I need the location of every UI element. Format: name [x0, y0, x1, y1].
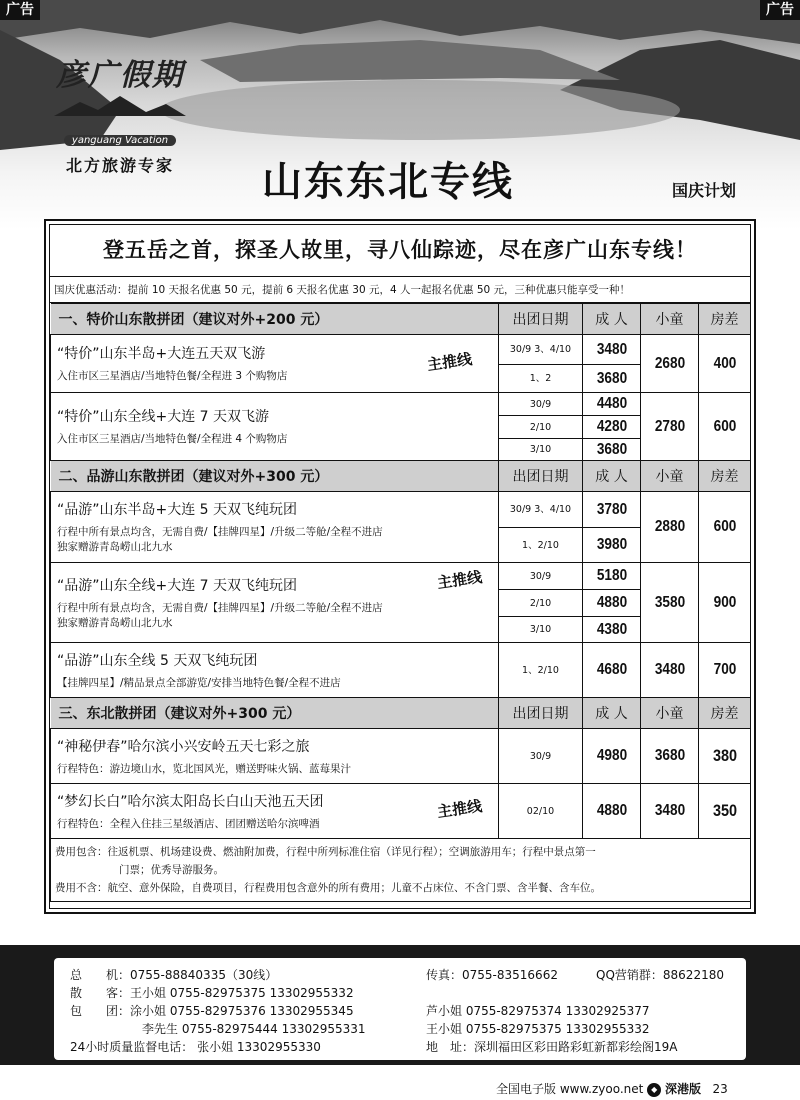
walkin-label: 散 客： [70, 986, 131, 1000]
main-label: 总 机： [70, 968, 131, 982]
route-name: “特价”山东半岛+大连五天双飞游 [57, 346, 266, 362]
contact-walkin [70, 984, 354, 1001]
col-date: 出团日期 [499, 461, 583, 492]
adult-price: 3480 [587, 335, 636, 365]
route-desc: 行程中所有景点均含，无需自费/【挂牌四星】/升级二等舱/全程不进店 [57, 526, 383, 538]
adult-price: 3780 [587, 492, 636, 528]
route-cell [51, 492, 499, 563]
fees-included: 费用包含：往返机票、机场建设费、燃油附加费，行程中所列标准住宿（详见行程）；空调旅游用车；行程中景点第一 [55, 846, 596, 858]
col-date: 出团日期 [499, 698, 583, 729]
qq-value: 88622180 [662, 968, 724, 982]
route-cell [51, 393, 499, 461]
table-row [51, 643, 751, 698]
section-header [51, 304, 751, 335]
right-contact-1: 芦小姐 0755-82975374 13302925377 [426, 1004, 650, 1018]
route-name: “品游”山东全线+大连 7 天双飞纯玩团 [57, 577, 298, 594]
date-cell: 02/10 [499, 784, 583, 839]
fees-cell [51, 839, 751, 902]
group-value-2: 李先生 0755-82975444 13302955331 [142, 1022, 366, 1036]
contact-fax [426, 966, 558, 983]
date-cell: 1、2/10 [499, 528, 583, 563]
route-cell [51, 784, 499, 839]
itinerary-inner [49, 224, 751, 909]
date-cell: 30/9 3、4/10 [499, 492, 583, 528]
room-price: 600 [702, 393, 746, 461]
col-adult: 成 人 [583, 304, 641, 335]
child-price: 2680 [645, 335, 694, 393]
edition-label: 深港版 [665, 1082, 702, 1096]
route-desc: 行程特色：游边境山水，览北国风光，赠送野味火锅、蓝莓果汁 [57, 762, 351, 775]
adult-price: 4680 [587, 643, 636, 698]
table-row [51, 729, 751, 784]
brand-slogan: 北方旅游专家 [65, 156, 174, 175]
route-name: “特价”山东全线+大连 7 天双飞游 [57, 409, 270, 425]
col-room: 房差 [699, 698, 751, 729]
date-cell: 1、2 [499, 365, 583, 393]
adult-price: 4880 [587, 784, 636, 839]
logo-english: yanguang Vacation [64, 135, 176, 146]
col-adult: 成 人 [583, 698, 641, 729]
section-title: 三、东北散拼团（建议对外+300 元） [51, 698, 499, 729]
room-price: 350 [702, 784, 746, 839]
route-name: “神秘伊春”哈尔滨小兴安岭五天七彩之旅 [57, 738, 310, 755]
child-price: 3580 [645, 563, 694, 643]
table-row [51, 393, 751, 416]
contact-panel [54, 958, 746, 1060]
date-cell: 30/9 [499, 393, 583, 416]
section-header [51, 698, 751, 729]
child-price: 2780 [645, 393, 694, 461]
adult-price: 5180 [587, 563, 636, 590]
ad-label-left: 广告 [0, 0, 40, 20]
col-child: 小童 [641, 698, 699, 729]
col-child: 小童 [641, 304, 699, 335]
route-desc: 行程特色：全程入住挂三星级酒店、团团赠送哈尔滨啤酒 [57, 817, 320, 830]
mountain-wave-icon [50, 94, 190, 124]
route-cell [51, 643, 499, 698]
date-cell: 2/10 [499, 590, 583, 617]
room-price: 600 [702, 492, 746, 563]
route-name: “品游”山东半岛+大连 5 天双飞纯玩团 [57, 502, 298, 518]
date-cell: 30/9 [499, 729, 583, 784]
contact-main [70, 966, 277, 983]
room-price: 400 [702, 335, 746, 393]
adult-price: 4880 [587, 590, 636, 617]
child-price: 3480 [645, 643, 694, 698]
contact-address [426, 1038, 678, 1055]
room-price: 700 [702, 643, 746, 698]
col-adult: 成 人 [583, 461, 641, 492]
fees-included-cont: 门票；优秀导游服务。 [119, 864, 224, 876]
section-title: 二、品游山东散拼团（建议对外+300 元） [51, 461, 499, 492]
contact-qq [596, 966, 724, 983]
room-price: 380 [702, 729, 746, 784]
main-tag: 主推线 [436, 567, 484, 593]
col-room: 房差 [699, 461, 751, 492]
page-number: 23 [712, 1082, 728, 1096]
route-desc: 行程中所有景点均含，无需自费/【挂牌四星】/升级二等舱/全程不进店 [57, 601, 383, 614]
child-price: 2880 [645, 492, 694, 563]
site-link[interactable]: 全国电子版 www.zyoo.net [496, 1082, 644, 1096]
main-tag: 主推线 [436, 796, 484, 822]
address-label: 地 址： [426, 1040, 475, 1054]
group-label: 包 团： [70, 1004, 131, 1018]
main-tag: 主推线 [426, 349, 474, 375]
route-desc-extra: 独家赠游青岛崂山北九水 [57, 616, 173, 629]
adult-price: 4380 [587, 617, 636, 643]
table-row [51, 784, 751, 839]
route-name: “品游”山东全线 5 天双飞纯玩团 [57, 652, 258, 669]
fax-label: 传真： [426, 968, 463, 982]
price-table [50, 303, 751, 902]
date-cell: 3/10 [499, 439, 583, 461]
plan-tag: 国庆计划 [672, 181, 737, 200]
fees-row [51, 839, 751, 902]
table-row [51, 563, 751, 590]
route-cell [51, 729, 499, 784]
adult-price: 3680 [587, 365, 636, 393]
section-header [51, 461, 751, 492]
address-value: 深圳福田区彩田路彩虹新都彩绘阁19A [474, 1040, 678, 1054]
table-row [51, 335, 751, 365]
adult-price: 3680 [587, 439, 636, 461]
qq-label: QQ营销群： [596, 968, 663, 982]
route-desc: 入住市区三星酒店/当地特色餐/全程进 3 个购物店 [57, 370, 288, 382]
right-contact-2: 王小姐 0755-82975375 13302955332 [426, 1022, 650, 1036]
table-row [51, 492, 751, 528]
date-cell: 30/9 [499, 563, 583, 590]
adult-price: 4480 [587, 393, 636, 416]
adult-price: 4280 [587, 416, 636, 439]
route-desc-extra: 独家赠游青岛崂山北九水 [57, 541, 173, 553]
group-value-1: 涂小姐 0755-82975376 13302955345 [130, 1004, 354, 1018]
date-cell: 1、2/10 [499, 643, 583, 698]
headline: 登五岳之首，探圣人故里，寻八仙踪迹，尽在彦广山东专线！ [50, 225, 750, 277]
route-desc: 入住市区三星酒店/当地特色餐/全程进 4 个购物店 [57, 433, 288, 445]
child-price: 3480 [645, 784, 694, 839]
route-cell [51, 335, 499, 393]
col-room: 房差 [699, 304, 751, 335]
route-name: “梦幻长白”哈尔滨太阳岛长白山天池五天团 [57, 793, 324, 810]
date-cell: 30/9 3、4/10 [499, 335, 583, 365]
col-date: 出团日期 [499, 304, 583, 335]
contact-group [70, 1002, 354, 1019]
page-title: 山东东北专线 [262, 158, 514, 205]
adult-price: 4980 [587, 729, 636, 784]
brand-logo [40, 50, 200, 176]
route-desc: 【挂牌四星】/精品景点全部游览/安排当地特色餐/全程不进店 [57, 676, 341, 689]
section-title: 一、特价山东散拼团（建议对外+200 元） [51, 304, 499, 335]
fees-excluded: 费用不含：航空、意外保险，自费项目，行程费用包含意外的所有费用；儿童不占床位、不含门票、含半餐、含车位。 [55, 882, 601, 894]
publisher-badge-icon: ◆ [647, 1083, 661, 1097]
date-cell: 2/10 [499, 416, 583, 439]
fax-value: 0755-83516662 [462, 968, 558, 982]
date-cell: 3/10 [499, 617, 583, 643]
child-price: 3680 [645, 729, 694, 784]
ad-label-right: 广告 [760, 0, 800, 20]
itinerary-frame [44, 219, 756, 914]
promo-text: 国庆优惠活动：提前 10 天报名优惠 50 元，提前 6 天报名优惠 30 元，4 人一起报名优惠 50 元，三种优惠只能享受一种！ [50, 277, 750, 303]
hotline: 24小时质量监督电话： 张小姐 13302955330 [70, 1040, 321, 1054]
logo-text: 彦广假期 [56, 58, 184, 93]
adult-price: 3980 [587, 528, 636, 563]
walkin-value: 王小姐 0755-82975375 13302955332 [130, 986, 354, 1000]
route-cell [51, 563, 499, 643]
main-phone: 0755-88840335（30线） [130, 968, 278, 982]
page-footer [496, 1080, 728, 1097]
room-price: 900 [702, 563, 746, 643]
col-child: 小童 [641, 461, 699, 492]
